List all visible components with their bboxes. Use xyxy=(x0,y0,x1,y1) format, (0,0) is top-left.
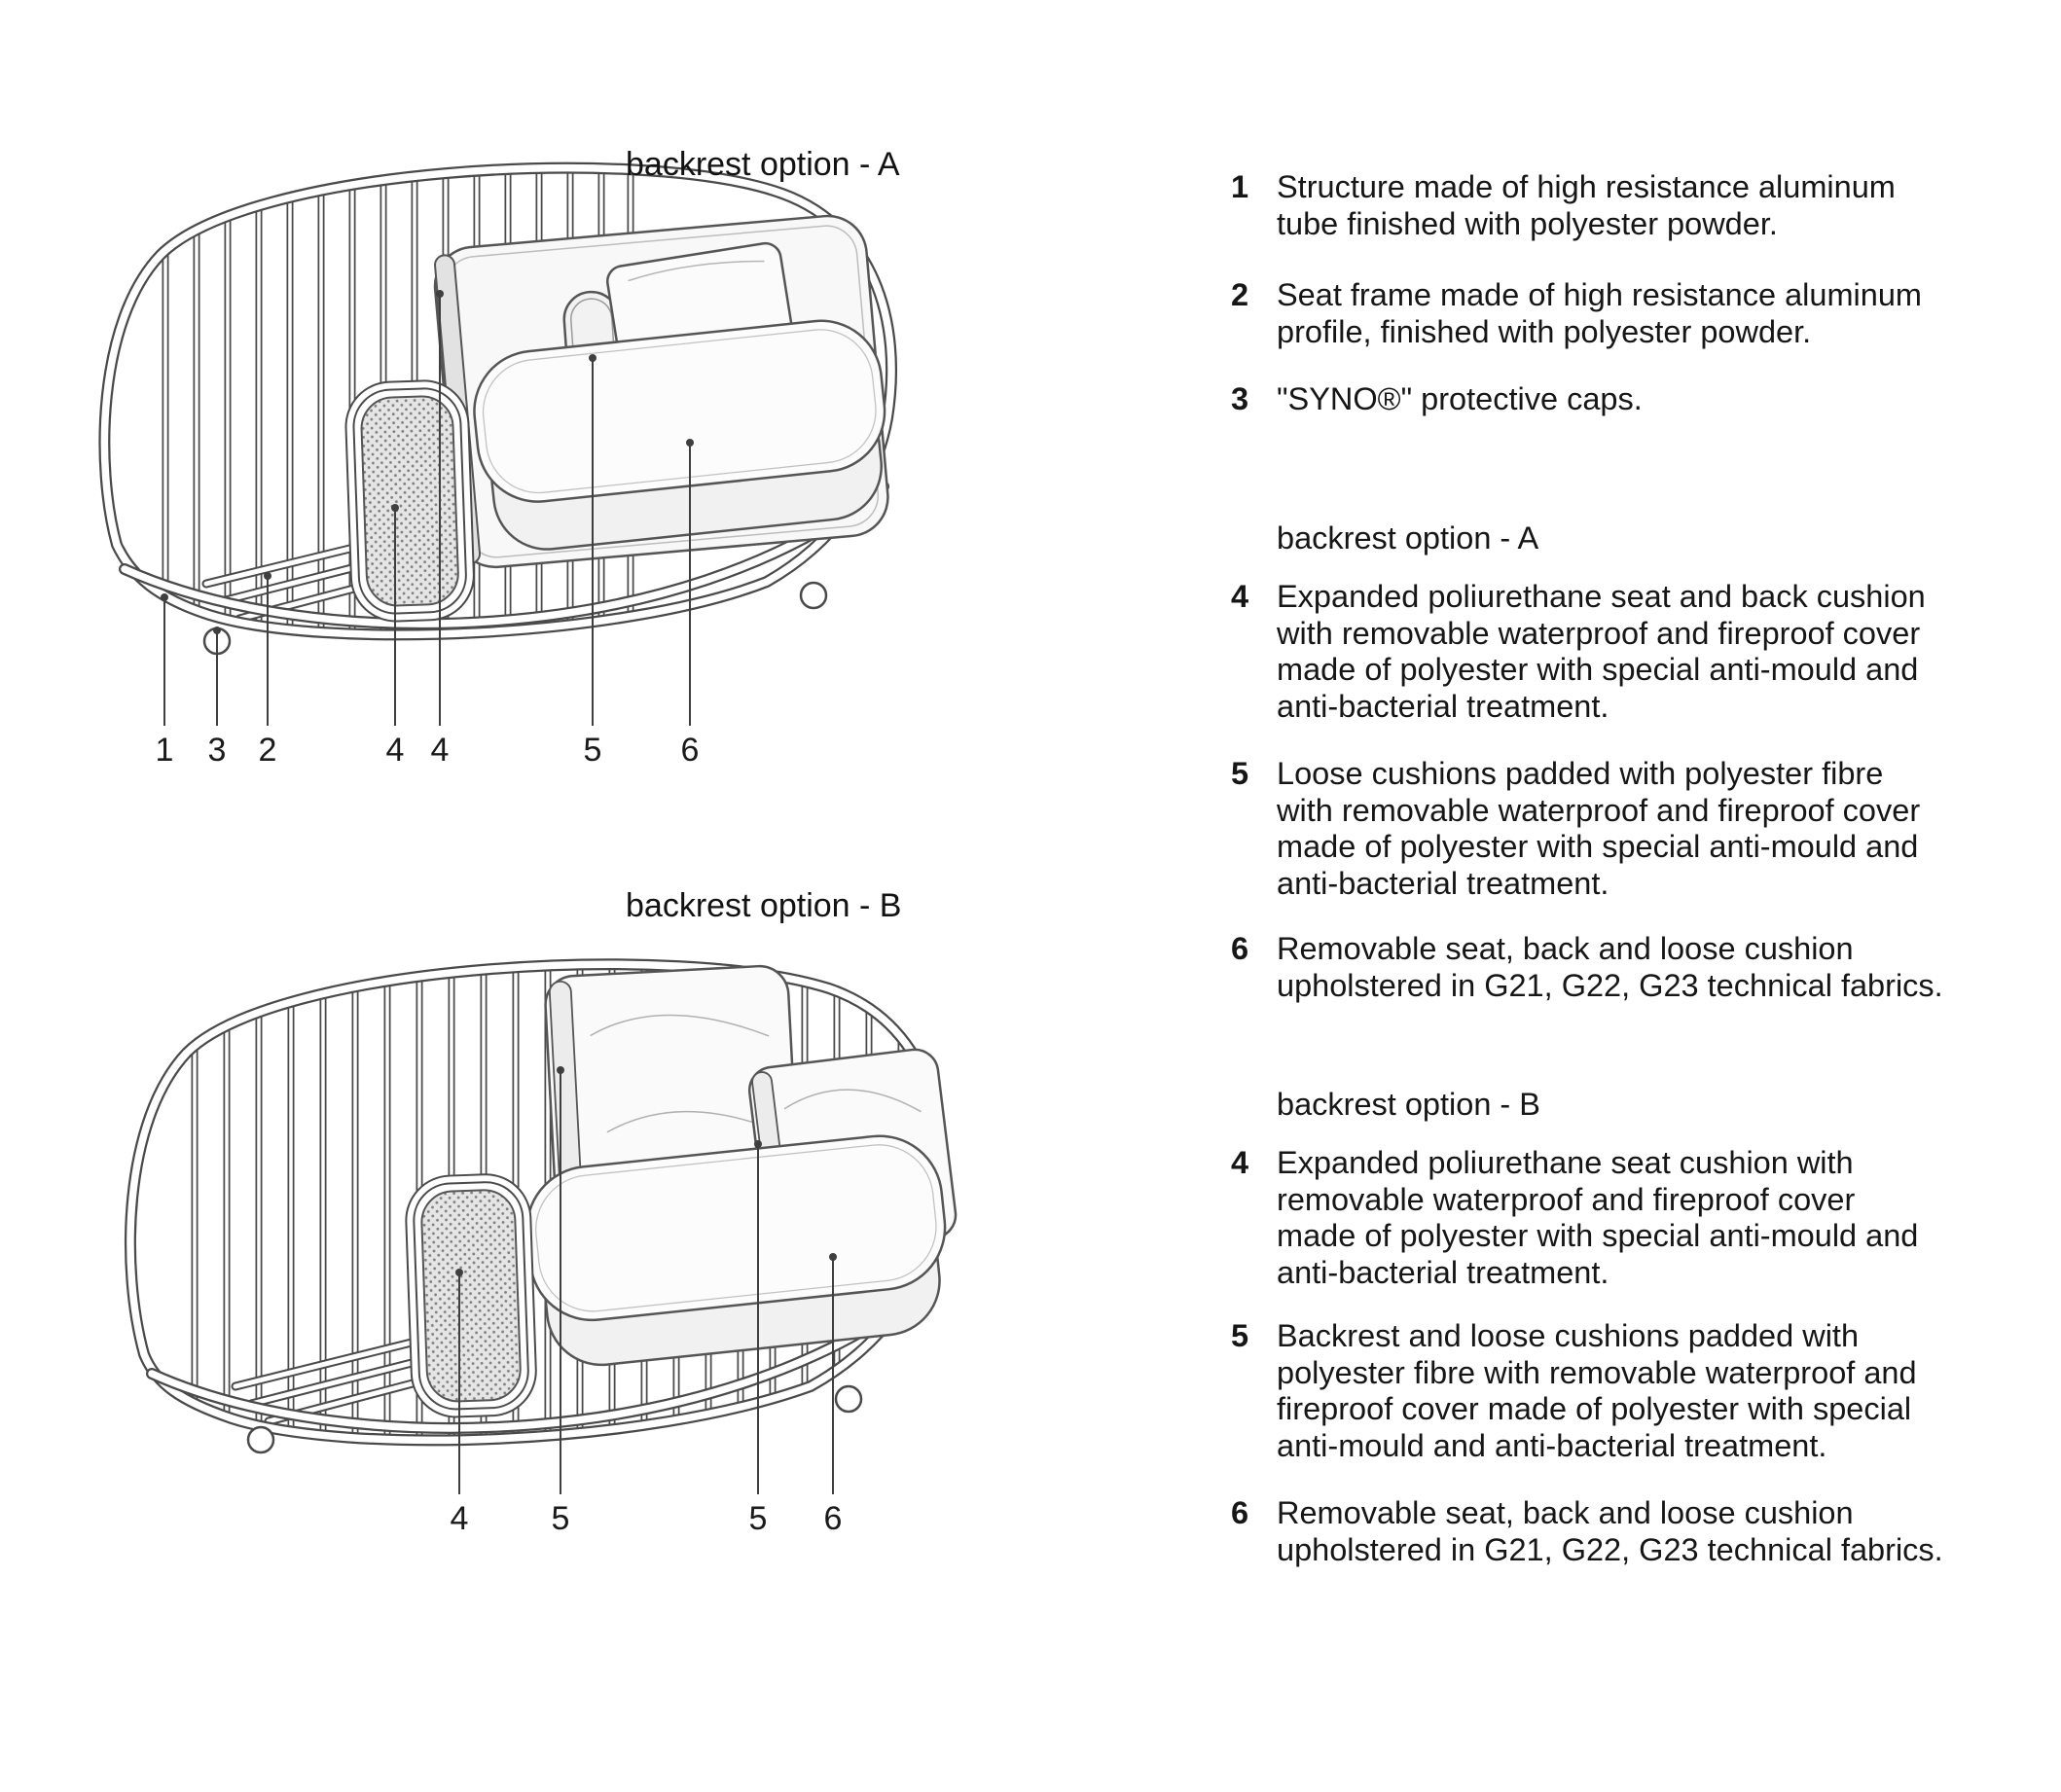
callout-number: 6 xyxy=(680,732,700,769)
callout-dot xyxy=(455,1269,463,1276)
spec-item-text: Structure made of high resistance aluminum tube finished with polyester powder. xyxy=(1277,169,1896,241)
spec-item-number: 5 xyxy=(1230,756,1249,791)
spec-item-text: Expanded poliurethane seat cushion with removable waterproof and fireproof cover made of polyester with special anti-mould and anti-bacterial treatment. xyxy=(1277,1145,1919,1290)
callout-number: 4 xyxy=(385,732,405,769)
spec-item-number: 4 xyxy=(1230,1145,1249,1180)
spec-section-header: backrest option - B xyxy=(1277,1087,1540,1122)
callout-dot xyxy=(213,627,221,634)
spec-item-text: Loose cushions padded with polyester fibre with removable waterproof and fireproof cover made of polyester with special anti-mould and anti-bacterial treatment. xyxy=(1277,756,1921,901)
callout-number: 5 xyxy=(748,1500,768,1537)
foot-a xyxy=(801,583,826,608)
callout-number: 6 xyxy=(823,1500,843,1537)
callout-dot xyxy=(161,593,168,601)
spec-item-number: 6 xyxy=(1230,1495,1249,1530)
callout-dot xyxy=(391,504,399,512)
callout-number: 1 xyxy=(155,732,174,769)
callout-dot xyxy=(557,1066,564,1074)
figure-a-title: backrest option - A xyxy=(626,146,900,183)
foot-b xyxy=(836,1386,861,1412)
sofa-illustration-a xyxy=(104,146,891,657)
spec-item-text: Removable seat, back and loose cushion upholstered in G21, G22, G23 technical fabrics. xyxy=(1277,1495,1943,1567)
spec-item-text: Seat frame made of high resistance aluminum profile, finished with polyester powder. xyxy=(1277,277,1922,349)
spec-item-number: 5 xyxy=(1230,1318,1249,1353)
spec-section-header: backrest option - A xyxy=(1277,520,1539,556)
figure-b-title: backrest option - B xyxy=(626,887,902,924)
spec-item-text: "SYNO®" protective caps. xyxy=(1277,381,1643,416)
callout-number: 4 xyxy=(430,732,450,769)
callout-number: 3 xyxy=(207,732,227,769)
spec-item-text: Backrest and loose cushions padded with polyester fibre with removable waterproof and fireproof cover made of polyester with special anti-mould and anti-bacterial treatment. xyxy=(1277,1318,1917,1463)
callout-dot xyxy=(829,1253,837,1261)
spec-item-number: 4 xyxy=(1230,579,1249,614)
spec-item-number: 1 xyxy=(1230,169,1249,204)
callout-number: 5 xyxy=(583,732,602,769)
callout-number: 5 xyxy=(551,1500,570,1537)
armrest-a xyxy=(348,383,471,619)
callout-dot xyxy=(686,439,694,447)
foot-b xyxy=(248,1427,273,1452)
sofa-illustration-b xyxy=(130,944,958,1459)
callout-dot xyxy=(436,290,444,298)
callout-dot xyxy=(589,354,597,362)
armrest-b xyxy=(409,1177,533,1415)
spec-item-text: Expanded poliurethane seat and back cushion with removable waterproof and fireproof cover made of polyester with special anti-mould and anti-bacterial treatment. xyxy=(1277,579,1926,724)
callout-dot xyxy=(264,572,271,580)
spec-item-number: 2 xyxy=(1230,277,1249,312)
spec-item-text: Removable seat, back and loose cushion upholstered in G21, G22, G23 technical fabrics. xyxy=(1277,931,1943,1003)
callout-dot xyxy=(754,1140,762,1148)
spec-item-number: 3 xyxy=(1230,381,1249,416)
callout-number: 2 xyxy=(258,732,277,769)
callout-number: 4 xyxy=(450,1500,469,1537)
spec-item-number: 6 xyxy=(1230,931,1249,966)
